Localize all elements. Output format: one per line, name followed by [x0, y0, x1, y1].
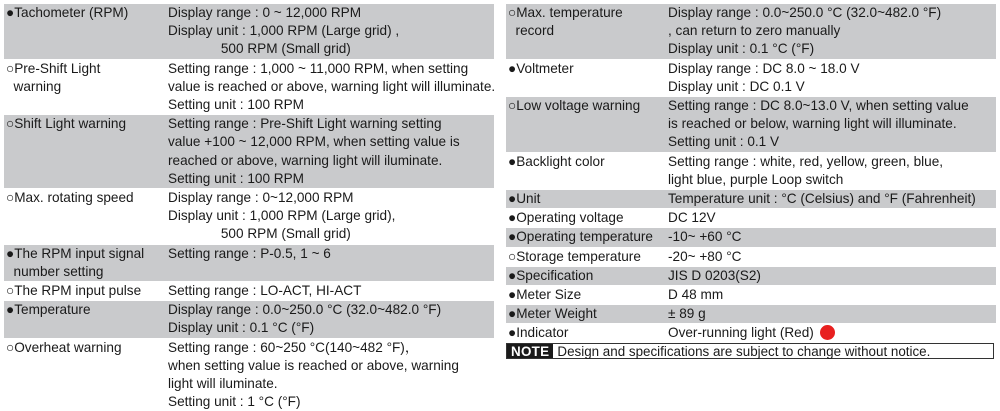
- spec-row: [506, 152, 996, 189]
- spec-label: [4, 245, 168, 281]
- spec-label: [506, 153, 668, 189]
- spec-label: [506, 305, 668, 323]
- spec-label-line: ●Meter Size: [508, 287, 582, 303]
- spec-label-line: ●Tachometer (RPM): [6, 5, 129, 20]
- note-tag: NOTE: [507, 344, 553, 358]
- spec-label: [506, 228, 668, 246]
- spec-label-line: ●Unit: [508, 191, 541, 207]
- spec-label-line: ●Backlight color: [508, 153, 605, 169]
- spec-label-line: ○Max. temperature: [508, 5, 623, 20]
- spec-label-line: ○Pre-Shift Light: [6, 60, 101, 76]
- spec-label: [506, 4, 668, 59]
- spec-label-line: record: [508, 23, 555, 39]
- spec-value-line: reached or above, warning light will iluminate.: [168, 152, 443, 168]
- spec-value: [168, 339, 494, 411]
- spec-value: [668, 267, 996, 285]
- spec-value: [668, 190, 996, 208]
- spec-label: [4, 282, 168, 300]
- spec-label-line: ●Meter Weight: [508, 306, 597, 322]
- spec-label: [506, 97, 668, 152]
- spec-label: [4, 4, 168, 59]
- spec-value: [168, 60, 495, 115]
- spec-label: [506, 324, 668, 342]
- spec-value-line: ± 89 g: [668, 306, 706, 322]
- spec-value-line: Setting range : DC 8.0~13.0 V, when setting value: [668, 98, 969, 114]
- spec-value: [668, 4, 996, 59]
- spec-value-line: JIS D 0203(S2): [668, 267, 761, 283]
- spec-value-line: Temperature unit : °C (Celsius) and °F (Fahrenheit): [668, 191, 976, 207]
- spec-value-line: DC 12V: [668, 210, 716, 226]
- spec-value-line: -10~ +60 °C: [668, 229, 742, 245]
- spec-value-line: Setting range : P-0.5, 1 ~ 6: [168, 245, 331, 261]
- spec-value-line: Display range : DC 8.0 ~ 18.0 V: [668, 60, 860, 76]
- spec-value: [168, 245, 494, 281]
- spec-label: [4, 189, 168, 244]
- left-spec-column: [4, 4, 494, 411]
- spec-value: [168, 282, 494, 300]
- spec-value-line: Setting range : Pre-Shift Light warning setting: [168, 116, 442, 132]
- spec-label-line: ○Overheat warning: [6, 339, 122, 355]
- spec-label-line: ●The RPM input signal: [6, 245, 145, 261]
- spec-row: [506, 208, 996, 227]
- spec-row: [506, 189, 996, 208]
- spec-label-line: number setting: [6, 263, 104, 279]
- spec-value-line: Display unit : 1,000 RPM (Large grid) ,: [168, 23, 400, 39]
- red-light-icon: [820, 325, 835, 340]
- spec-label: [4, 301, 168, 337]
- note-text: Design and specifications are subject to change without notice.: [557, 343, 931, 359]
- spec-label: [506, 60, 668, 96]
- spec-label-line: ●Operating temperature: [508, 229, 653, 245]
- spec-value-line: Display range : 0.0~250.0 °C (32.0~482.0 °F): [668, 5, 942, 20]
- spec-value-line: value +100 ~ 12,000 RPM, when setting value is: [168, 134, 460, 150]
- spec-label-line: ●Specification: [508, 267, 594, 283]
- spec-label-line: ○Shift Light warning: [6, 116, 127, 132]
- spec-value-line: Setting unit : 1 °C (°F): [168, 394, 301, 410]
- spec-label-line: ○Low voltage warning: [508, 98, 641, 114]
- spec-row: [4, 244, 494, 281]
- spec-label-line: ○The RPM input pulse: [6, 283, 142, 299]
- spec-value: [668, 153, 996, 189]
- spec-value-line: Setting range : 1,000 ~ 11,000 RPM, when setting: [168, 60, 469, 76]
- spec-value: [668, 60, 996, 96]
- spec-value-line: D 48 mm: [668, 287, 724, 303]
- spec-value-line: , can return to zero manually: [668, 23, 841, 39]
- spec-value-line: Display unit : 0.1 °C (°F): [168, 320, 315, 336]
- spec-row: [4, 59, 494, 115]
- indicator-line: [668, 324, 996, 342]
- spec-value: [168, 4, 494, 59]
- spec-label: [506, 267, 668, 285]
- spec-row: [4, 4, 494, 59]
- spec-value-line: is reached or below, warning light will illuminate.: [668, 116, 957, 132]
- spec-value: [168, 301, 494, 337]
- spec-value-line: Setting range : LO-ACT, HI-ACT: [168, 283, 362, 299]
- spec-label: [4, 60, 168, 115]
- spec-value-line: Setting range : 60~250 °C(140~482 °F)，: [168, 339, 419, 355]
- spec-row: [506, 4, 996, 59]
- spec-value-line: 500 RPM (Small grid): [168, 226, 351, 242]
- spec-row: [4, 114, 494, 188]
- spec-value-line: Setting unit : 100 RPM: [168, 170, 305, 186]
- spec-value-line: Display unit : 1,000 RPM (Large grid),: [168, 208, 396, 224]
- spec-value-line: Setting unit : 0.1 V: [668, 134, 780, 150]
- spec-label-line: ●Voltmeter: [508, 60, 574, 76]
- spec-value-line: Display unit : DC 0.1 V: [668, 78, 805, 94]
- spec-value-line: light blue, purple Loop switch: [668, 171, 844, 187]
- spec-label-line: ●Operating voltage: [508, 210, 624, 226]
- spec-label-line: ○Max. rotating speed: [6, 190, 134, 206]
- spec-row: [4, 300, 494, 337]
- spec-label: [4, 115, 168, 188]
- spec-row: [506, 285, 996, 304]
- spec-value: [668, 97, 996, 152]
- spec-label-line: ○Storage temperature: [508, 248, 641, 264]
- spec-value: [668, 324, 996, 342]
- spec-value: [668, 305, 996, 323]
- spec-row: [4, 188, 494, 244]
- spec-value-line: light will iluminate.: [168, 376, 278, 392]
- spec-value-line: Display range : 0 ~ 12,000 RPM: [168, 5, 362, 20]
- spec-value: [168, 115, 494, 188]
- spec-value: [668, 228, 996, 246]
- spec-row: [506, 247, 996, 266]
- right-spec-column: [506, 4, 996, 343]
- spec-value-line: Display range : 0.0~250.0 °C (32.0~482.0 °F): [168, 302, 442, 318]
- spec-row: [4, 338, 494, 411]
- spec-value: [668, 248, 996, 266]
- spec-value-line: when setting value is reached or above, warning: [168, 357, 459, 373]
- spec-label: [506, 286, 668, 304]
- spec-row: [506, 59, 996, 96]
- spec-value-line: Setting range : white, red, yellow, green, blue,: [668, 153, 944, 169]
- spec-value: [668, 209, 996, 227]
- spec-value-line: -20~ +80 °C: [668, 248, 742, 264]
- spec-row: [506, 266, 996, 285]
- spec-row: [506, 323, 996, 342]
- spec-label-line: warning: [6, 78, 62, 94]
- spec-value-line: Display unit : 0.1 °C (°F): [668, 41, 815, 57]
- spec-label-line: ●Temperature: [6, 302, 91, 318]
- spec-value-line: value is reached or above, warning light will illuminate.: [168, 78, 496, 94]
- spec-label: [506, 190, 668, 208]
- spec-value-line: 500 RPM (Small grid): [168, 41, 351, 57]
- spec-row: [506, 227, 996, 246]
- spec-value: [668, 286, 996, 304]
- spec-value-line: Display range : 0~12,000 RPM: [168, 190, 354, 206]
- note-box: [506, 343, 994, 359]
- spec-label: [4, 339, 168, 411]
- spec-row: [4, 281, 494, 300]
- spec-row: [506, 96, 996, 152]
- spec-value: [168, 189, 494, 244]
- spec-row: [506, 304, 996, 323]
- indicator-text: Over-running light (Red): [668, 325, 814, 341]
- spec-value-line: Setting unit : 100 RPM: [168, 97, 305, 113]
- spec-label: [506, 248, 668, 266]
- spec-label: [506, 209, 668, 227]
- spec-label-line: ●Indicator: [508, 325, 569, 341]
